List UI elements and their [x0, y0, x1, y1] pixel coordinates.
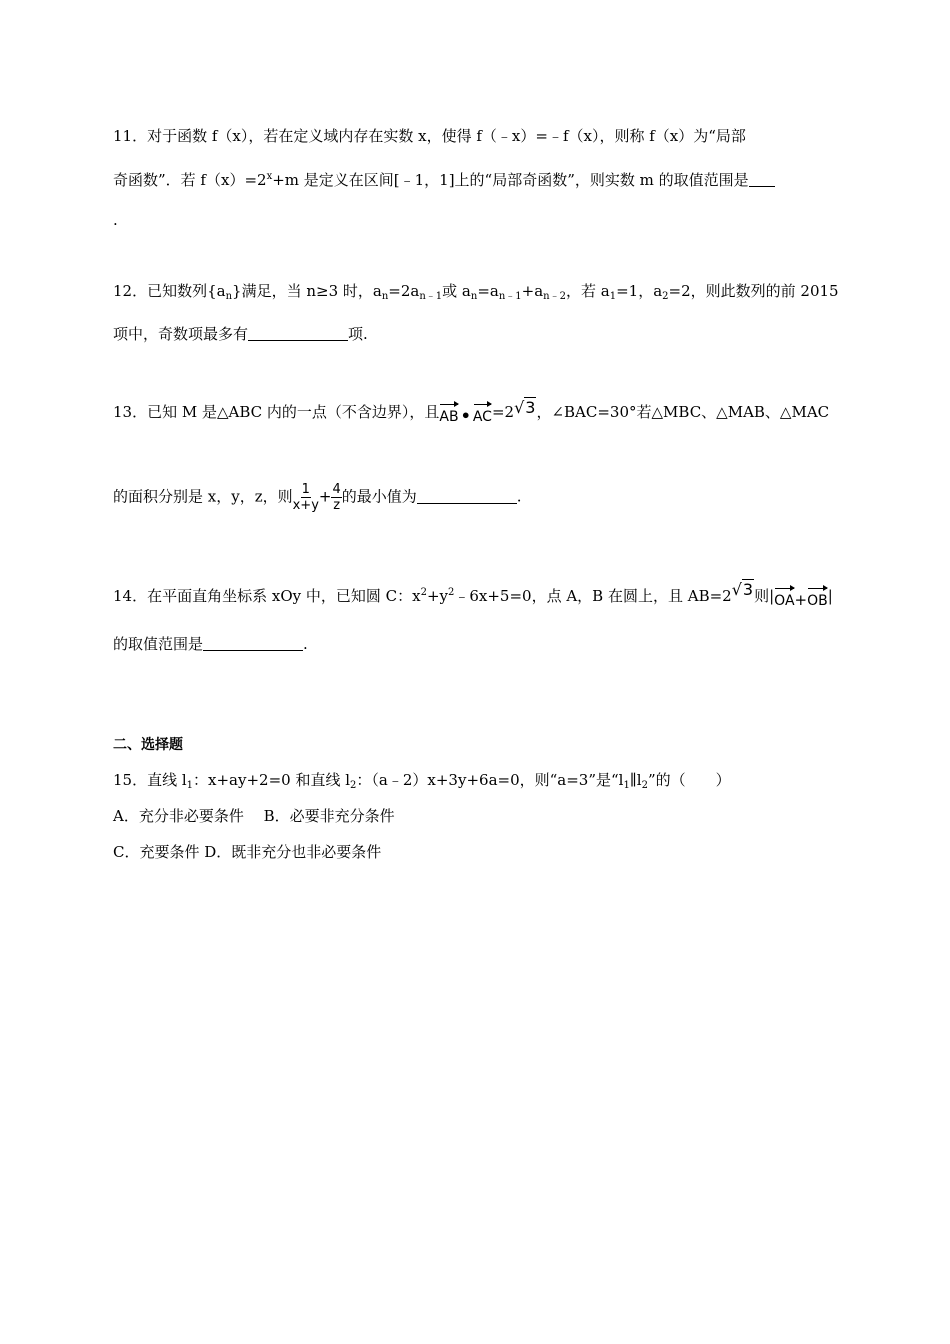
q14-text-2b: . — [303, 635, 308, 653]
plus-operator: + — [318, 487, 332, 506]
q11-exponent: x — [266, 171, 273, 182]
q13-eq: =2 — [491, 403, 515, 421]
q11-line2 — [113, 170, 775, 190]
sqrt-radicand: 3 — [742, 580, 754, 599]
q14-sup: 2 — [447, 587, 455, 598]
section-title — [113, 735, 183, 755]
vector-ob: OB — [807, 585, 828, 611]
q12-sub: n — [470, 291, 478, 302]
q15-text: 15．直线 l — [113, 771, 187, 789]
q12-text: =1，a — [616, 282, 663, 300]
q11-line3 — [113, 210, 118, 230]
fraction-4-over-z — [331, 482, 341, 513]
q14-line1 — [113, 580, 833, 611]
q12-text: 或 a — [442, 282, 471, 300]
q14-text: 14．在平面直角坐标系 xOy 中，已知圆 C：x — [113, 587, 421, 605]
fraction-numerator: 4 — [332, 482, 341, 497]
q12-sub: n﹣1 — [419, 291, 443, 302]
q11-text-1: 11．对于函数 f（x），若在定义域内存在实数 x，使得 f（﹣x）=﹣f（x），则称 f（x）为“局部 — [113, 127, 746, 145]
q12-text-2b: 项. — [348, 325, 368, 343]
fraction-denominator: z — [333, 498, 341, 513]
plus-operator: + — [794, 591, 808, 609]
q12-text: =2，则此数列的前 2015 — [668, 282, 839, 300]
section-title-text: 二、选择题 — [113, 737, 183, 753]
fraction-denominator: x+y — [292, 498, 319, 513]
q12-answer-blank[interactable] — [248, 326, 348, 341]
q13-text-1b: ，∠BAC=30°若△MBC、△MAB、△MAC — [536, 403, 830, 421]
q11-text-2a: 奇函数”．若 f（x）=2 — [113, 171, 267, 189]
q12-sub: n﹣2 — [543, 291, 566, 302]
q12-text: }满足，当 n≥3 时，a — [232, 282, 382, 300]
q15-text: ”的（ ） — [647, 771, 731, 789]
q15-options-cd[interactable] — [113, 842, 381, 862]
q12-line2 — [113, 324, 368, 344]
q12-text: =a — [477, 282, 499, 300]
q13-text-2a: 的面积分别是 x，y，z，则 — [113, 487, 293, 506]
dot-operator: • — [460, 406, 471, 425]
vector-ac: AC — [473, 401, 492, 427]
q14-sup: 2 — [420, 587, 427, 598]
q15-text: ：x+ay+2=0 和直线 l — [193, 771, 351, 789]
q14-text: | — [827, 587, 833, 605]
vector-ab: AB — [439, 401, 458, 427]
q12-sub: n — [381, 291, 389, 302]
q15-text: ：（a﹣2）x+3y+6a=0，则“a=3”是“l — [356, 771, 624, 789]
q15-option-text: C．充要条件 D．既非充分也非必要条件 — [113, 843, 382, 861]
q12-sub: n — [225, 291, 233, 302]
q13-line2 — [113, 482, 522, 513]
q11-answer-blank[interactable] — [749, 172, 775, 187]
fraction-numerator: 1 — [301, 482, 310, 497]
sqrt-3: √3 — [731, 580, 754, 599]
q11-text-2b: +m 是定义在区间[﹣1，1]上的“局部奇函数”，则实数 m 的取值范围是 — [272, 171, 749, 189]
q15-sub: 2 — [350, 780, 357, 791]
q15-option-text: A．充分非必要条件 B．必要非充分条件 — [113, 807, 395, 825]
sqrt-3: √3 — [514, 398, 536, 417]
q13-text-1a: 13．已知 M 是△ABC 内的一点（不含边界），且 — [113, 403, 440, 421]
vector-oa: OA — [774, 585, 794, 611]
q15-sub: 1 — [623, 780, 630, 791]
q14-text: 则| — [754, 587, 775, 605]
q15-text: ∥l — [629, 771, 642, 789]
q15-line1 — [113, 770, 731, 790]
q12-text: ，若 a — [565, 282, 610, 300]
q11-text-3: . — [113, 211, 118, 229]
q12-text-2a: 项中，奇数项最多有 — [113, 325, 249, 343]
q12-sub: 1 — [609, 291, 617, 302]
q13-text-2c: . — [516, 487, 522, 506]
q14-text: ﹣6x+5=0，点 A，B 在圆上，且 AB=2 — [454, 587, 732, 605]
q12-line1 — [113, 281, 839, 301]
q12-sub: n﹣1 — [498, 291, 522, 302]
q13-vector-product — [439, 401, 492, 427]
q15-options-ab[interactable] — [113, 806, 395, 826]
q12-text: =2a — [388, 282, 420, 300]
q14-answer-blank[interactable] — [203, 636, 303, 651]
q11-line1 — [113, 126, 746, 146]
q12-sub: 2 — [662, 291, 669, 302]
fraction-1-over-x-plus-y — [293, 482, 319, 513]
q13-line1 — [113, 398, 829, 427]
q13-answer-blank[interactable] — [417, 489, 517, 504]
q14-text: +y — [426, 587, 448, 605]
q14-vector-sum — [774, 585, 828, 611]
q12-text: +a — [521, 282, 544, 300]
q12-text: 12．已知数列{a — [113, 282, 226, 300]
q13-text-2b: 的最小值为 — [341, 487, 417, 506]
q14-line2 — [113, 634, 308, 654]
q15-sub: 2 — [641, 780, 648, 791]
q14-text-2a: 的取值范围是 — [113, 635, 204, 653]
q15-sub: 1 — [186, 780, 194, 791]
sqrt-radicand: 3 — [525, 398, 536, 417]
